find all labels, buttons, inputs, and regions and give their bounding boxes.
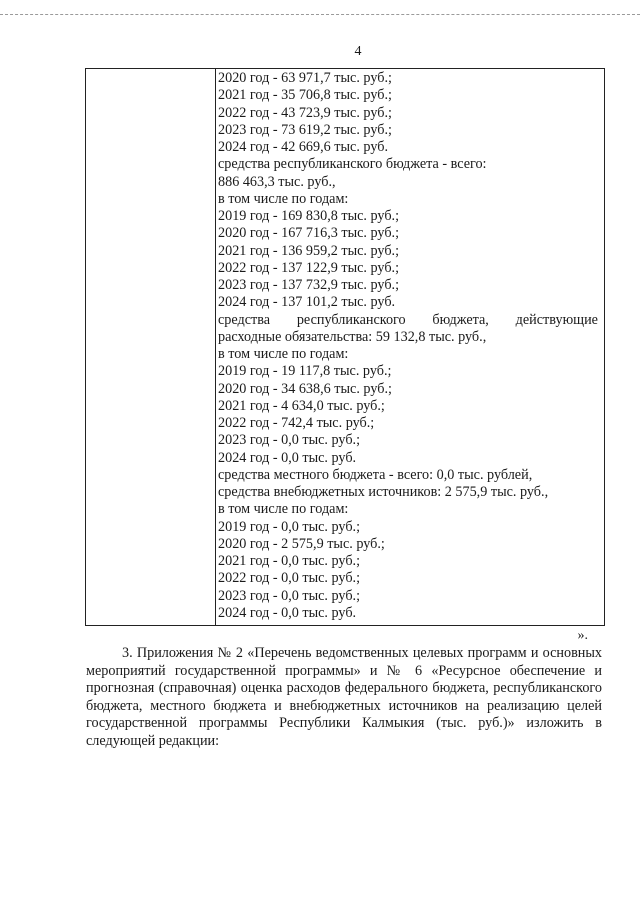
funding-line: 2022 год - 742,4 тыс. руб.;	[218, 415, 375, 431]
justified-word: действующие	[515, 311, 598, 328]
funding-line: 2023 год - 0,0 тыс. руб.;	[218, 587, 361, 604]
scan-edge-line	[0, 14, 640, 15]
funding-cell-text	[218, 70, 598, 622]
funding-line: 2021 год - 136 959,2 тыс. руб.;	[218, 242, 400, 259]
funding-line: 2024 год - 42 669,6 тыс. руб.	[218, 139, 389, 155]
funding-line: 2023 год - 137 732,9 тыс. руб.;	[218, 277, 400, 293]
funding-line: 2024 год - 137 101,2 тыс. руб.	[218, 294, 396, 311]
funding-line: в том числе по годам:	[218, 346, 349, 362]
funding-line: расходные обязательства: 59 132,8 тыс. руб.,	[218, 328, 487, 345]
funding-line: 2024 год - 0,0 тыс. руб.	[218, 604, 357, 621]
page-number: 4	[354, 44, 362, 59]
funding-line: 2021 год - 35 706,8 тыс. руб.;	[218, 87, 392, 104]
funding-line: 2023 год - 73 619,2 тыс. руб.;	[218, 121, 392, 138]
funding-line: 2022 год - 43 723,9 тыс. руб.;	[218, 104, 392, 121]
funding-line: 2024 год - 0,0 тыс. руб.	[218, 449, 357, 466]
funding-line: 2020 год - 167 716,3 тыс. руб.;	[218, 225, 400, 242]
funding-line: в том числе по годам:	[218, 190, 349, 207]
funding-line: 2019 год - 0,0 тыс. руб.;	[218, 518, 361, 535]
justified-word: бюджета,	[432, 311, 489, 328]
funding-line: средства республиканского бюджета - всего:	[218, 156, 487, 173]
funding-line: 2020 год - 34 638,6 тыс. руб.;	[218, 380, 392, 397]
funding-line: 2019 год - 169 830,8 тыс. руб.;	[218, 208, 400, 224]
funding-line: 2022 год - 137 122,9 тыс. руб.;	[218, 259, 400, 276]
table-column-divider	[215, 69, 216, 625]
funding-line: 2019 год - 19 117,8 тыс. руб.;	[218, 363, 392, 380]
funding-line: в том числе по годам:	[218, 501, 349, 518]
closing-quote-mark: ».	[577, 628, 588, 643]
funding-line: 2021 год - 0,0 тыс. руб.;	[218, 553, 361, 569]
funding-line: 2023 год - 0,0 тыс. руб.;	[218, 432, 361, 449]
funding-line: 2021 год - 4 634,0 тыс. руб.;	[218, 397, 385, 414]
justified-word: республиканского	[296, 311, 406, 328]
funding-line: средства местного бюджета - всего: 0,0 тыс. рублей,	[218, 466, 533, 483]
funding-line: средства внебюджетных источников: 2 575,9 тыс. руб.,	[218, 484, 549, 500]
justified-word: средства	[218, 311, 271, 328]
amendment-paragraph: 3. Приложения № 2 «Перечень ведомственных целевых программ и основных мероприятий государственной программы» и № 6 «Ресурсное обеспечение и прогнозная (справочная) оценка расходов федерального бюджета, республиканского бюджета, местного бюджета и внебюджетных источников на реализацию целей государственной программы Республики Калмыкия (тыс. руб.)» изложить в следующей редакции:	[86, 645, 602, 749]
funding-line: 2020 год - 2 575,9 тыс. руб.;	[218, 535, 385, 552]
funding-line: 2022 год - 0,0 тыс. руб.;	[218, 570, 361, 587]
funding-line: 2020 год - 63 971,7 тыс. руб.;	[218, 70, 392, 86]
funding-line: 886 463,3 тыс. руб.,	[218, 173, 336, 190]
funding-line-justified	[218, 312, 598, 329]
